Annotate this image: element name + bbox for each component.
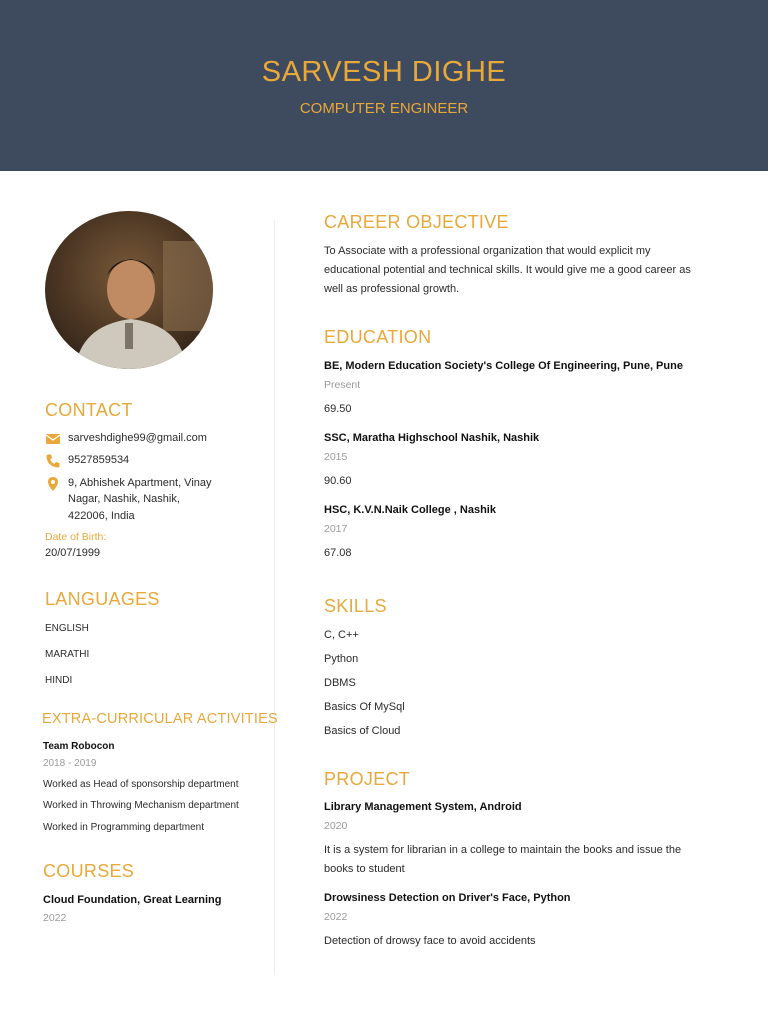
- project-description: It is a system for librarian in a college to maintain the books and issue the: [324, 844, 682, 856]
- course-year: 2022: [43, 912, 67, 924]
- course-title: Cloud Foundation, Great Learning: [43, 894, 222, 906]
- project-title: Drowsiness Detection on Driver's Face, Python: [324, 892, 571, 904]
- education-year: 2015: [324, 451, 348, 463]
- contact-email[interactable]: sarveshdighe99@gmail.com: [68, 432, 207, 444]
- address-line-2: Nagar, Nashik, Nashik,: [68, 493, 180, 505]
- project-description: books to student: [324, 863, 405, 875]
- courses-heading: COURSES: [43, 861, 135, 881]
- objective-line: educational potential and technical skills. It would give me a good career as: [324, 264, 691, 276]
- address-line-1: 9, Abhishek Apartment, Vinay: [68, 477, 212, 489]
- project-year: 2020: [324, 820, 348, 832]
- education-year: Present: [324, 379, 361, 391]
- education-score: 90.60: [324, 475, 352, 487]
- career-objective-heading: CAREER OBJECTIVE: [324, 212, 509, 232]
- skill-item: Basics of Cloud: [324, 725, 401, 737]
- language-item: ENGLISH: [45, 623, 89, 634]
- education-title: HSC, K.V.N.Naik College , Nashik: [324, 504, 496, 516]
- education-title: SSC, Maratha Highschool Nashik, Nashik: [324, 432, 540, 444]
- profile-photo: [45, 211, 213, 369]
- project-year: 2022: [324, 911, 348, 923]
- phone-icon: [45, 453, 61, 469]
- skill-item: C, C++: [324, 629, 359, 641]
- languages-heading: LANGUAGES: [45, 589, 160, 609]
- language-item: HINDI: [45, 675, 73, 686]
- person-role: COMPUTER ENGINEER: [299, 100, 469, 117]
- activity-item: Worked in Programming department: [43, 822, 204, 833]
- project-description: Detection of drowsy face to avoid accidents: [324, 935, 536, 947]
- address-line-3: 422006, India: [68, 510, 135, 522]
- objective-line: To Associate with a professional organization that would explicit my: [324, 245, 651, 257]
- dob-label: Date of Birth:: [45, 531, 107, 543]
- education-score: 69.50: [324, 403, 352, 415]
- extracurricular-heading: EXTRA-CURRICULAR ACTIVITIES: [42, 711, 278, 727]
- objective-line: well as professional growth.: [324, 283, 460, 295]
- activity-years: 2018 - 2019: [43, 758, 97, 769]
- location-pin-icon: [45, 476, 61, 492]
- education-title: BE, Modern Education Society's College Of Engineering, Pune, Pune: [324, 360, 683, 372]
- contact-heading: CONTACT: [45, 400, 133, 420]
- education-score: 67.08: [324, 547, 352, 559]
- column-divider: [274, 220, 275, 975]
- skill-item: Python: [324, 653, 359, 665]
- skills-heading: SKILLS: [324, 596, 387, 616]
- email-icon: [45, 431, 61, 447]
- education-year: 2017: [324, 523, 348, 535]
- activity-item: Worked in Throwing Mechanism department: [43, 800, 239, 811]
- skill-item: DBMS: [324, 677, 356, 689]
- project-title: Library Management System, Android: [324, 801, 522, 813]
- contact-phone[interactable]: 9527859534: [68, 454, 130, 466]
- project-heading: PROJECT: [324, 769, 411, 789]
- dob-value: 20/07/1999: [45, 547, 101, 559]
- skill-item: Basics Of MySql: [324, 701, 405, 713]
- activity-item: Worked as Head of sponsorship department: [43, 779, 239, 790]
- language-item: MARATHI: [45, 649, 90, 660]
- person-name: SARVESH DIGHE: [261, 56, 507, 88]
- education-heading: EDUCATION: [324, 327, 432, 347]
- activity-title: Team Robocon: [43, 741, 115, 752]
